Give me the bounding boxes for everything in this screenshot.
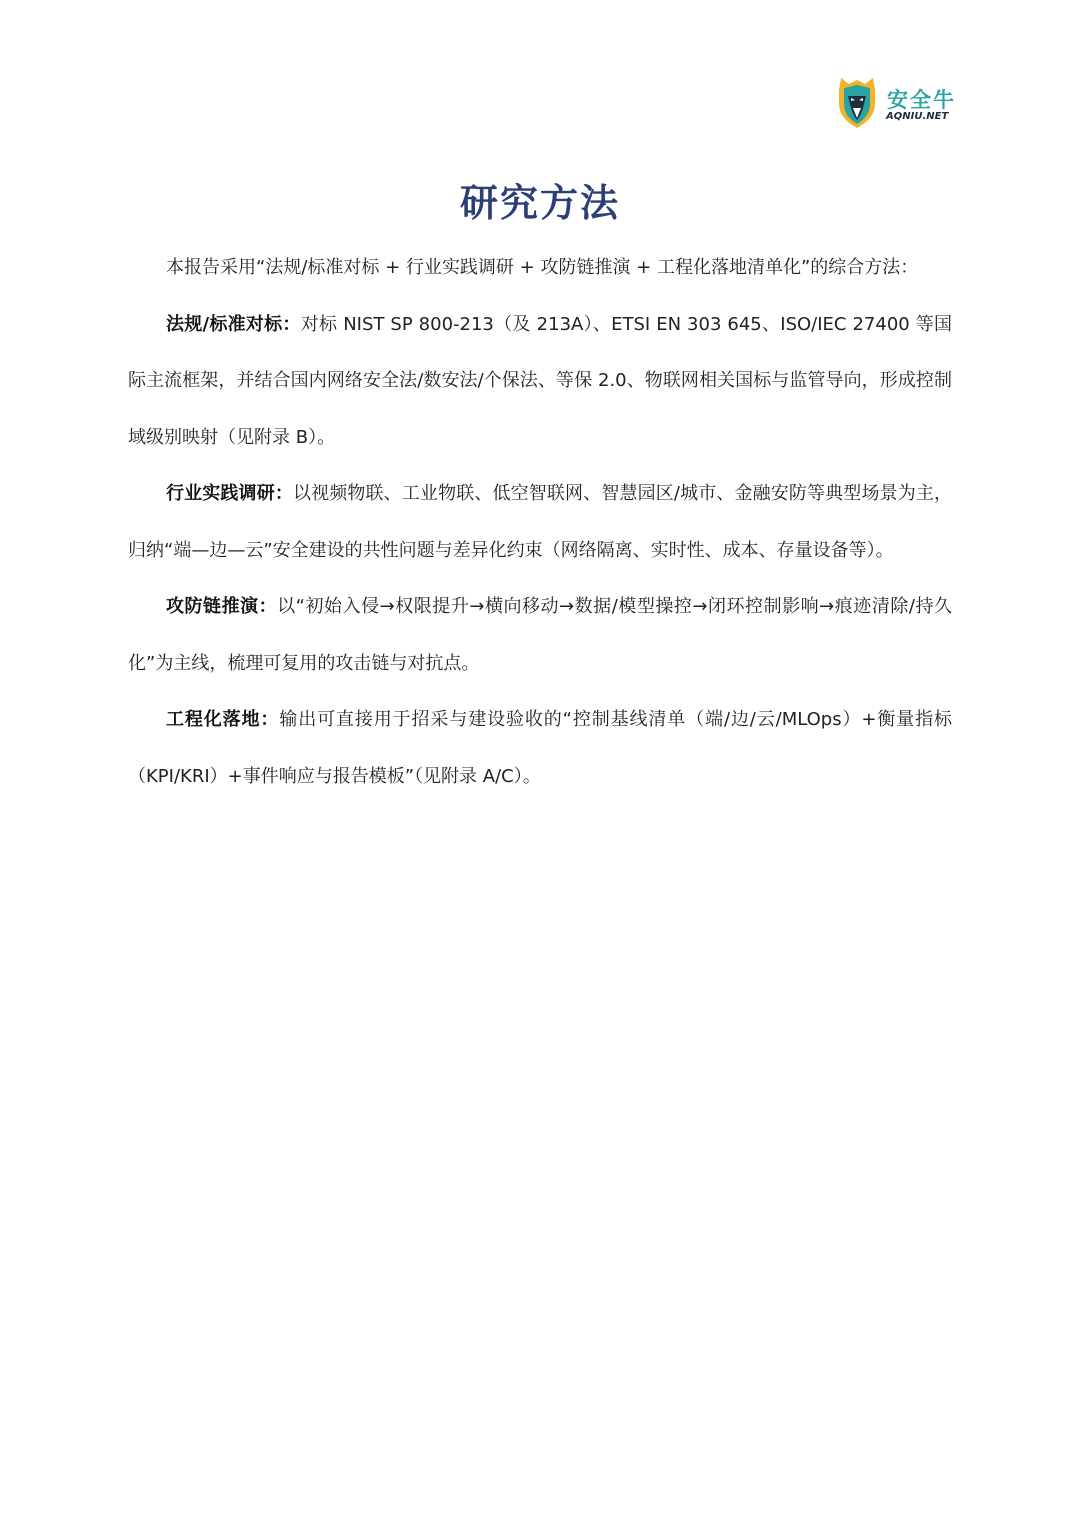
paragraph-lead: 行业实践调研： xyxy=(166,483,293,504)
paragraph-standards xyxy=(128,297,952,467)
paragraph-industry-research xyxy=(128,466,952,579)
aqniu-logo xyxy=(835,74,955,134)
paragraph-lead: 法规/标准对标： xyxy=(166,313,301,335)
shield-warrior-icon xyxy=(835,74,879,130)
paragraph-text: 以视频物联、工业物联、低空智联网、智慧园区/城市、金融安防等典型场景为主，归纳“端—边—云”安全建设的共性问题与差异化约束（网络隔离、实时性、成本、存量设备等）。 xyxy=(128,483,953,561)
paragraph-lead: 攻防链推演： xyxy=(166,596,278,617)
paragraph-text: 输出可直接用于招采与建设验收的“控制基线清单（端/边/云/MLOps）+衡量指标（KPI/KRI）+事件响应与报告模板”（见附录 A/C）。 xyxy=(128,709,952,787)
document-body xyxy=(128,240,952,805)
page-title: 研究方法 xyxy=(459,181,620,225)
logo-chinese-name: 安全牛 xyxy=(887,88,956,112)
paragraph-attack-chain xyxy=(128,579,952,692)
paragraph-intro xyxy=(128,240,952,297)
paragraph-lead: 工程化落地： xyxy=(166,709,280,730)
paragraph-text: 对标 NIST SP 800-213（及 213A）、ETSI EN 303 645、ISO/IEC 27400 等国际主流框架，并结合国内网络安全法/数安法/个保法、等保 2.0、物联网相关国标与监管导向，形成控制域级别映射（见附录 B）。 xyxy=(128,313,952,448)
logo-domain: AQNIU.NET xyxy=(886,111,949,122)
paragraph-text: 本报告采用“法规/标准对标 + 行业实践调研 + 攻防链推演 + 工程化落地清单化”的综合方法： xyxy=(166,257,919,278)
paragraph-text: 以“初始入侵→权限提升→横向移动→数据/模型操控→闭环控制影响→痕迹清除/持久化”为主线，梳理可复用的攻击链与对抗点。 xyxy=(128,596,952,674)
paragraph-engineering xyxy=(128,692,952,805)
